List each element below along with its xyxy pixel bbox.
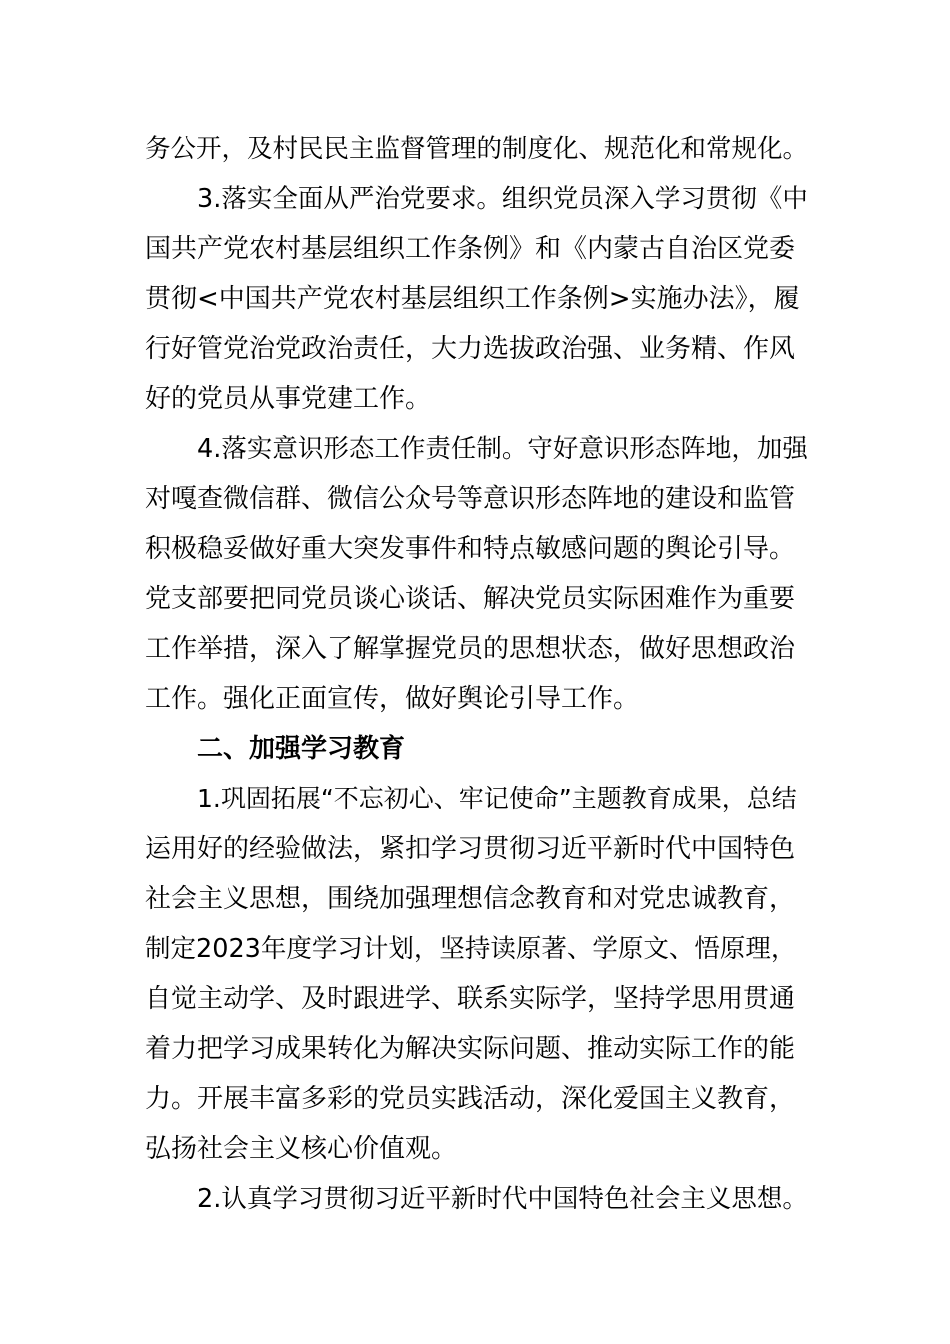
text-line: 务公开，及村民民主监督管理的制度化、规范化和常规化。 — [145, 134, 809, 164]
text-line: 行好管党治党政治责任，大力选拔政治强、业务精、作风 — [145, 334, 796, 364]
text-line: 好的党员从事党建工作。 — [145, 384, 432, 414]
text-line: 积极稳妥做好重大突发事件和特点敏感问题的舆论引导。 — [145, 534, 796, 564]
text-line: 社会主义思想，围绕加强理想信念教育和对党忠诚教育， — [145, 884, 796, 914]
paragraph-2-start: 2.认真学习贯彻习近平新时代中国特色社会主义思想。 — [197, 1184, 808, 1214]
paragraph-4-start: 4.落实意识形态工作责任制。守好意识形态阵地，加强 — [197, 434, 808, 464]
paragraph-3-start: 3.落实全面从严治党要求。组织党员深入学习贯彻《中 — [197, 184, 808, 214]
text-line: 制定2023年度学习计划，坚持读原著、学原文、悟原理， — [145, 934, 797, 964]
text-line: 工作举措，深入了解掌握党员的思想状态，做好思想政治 — [145, 634, 796, 664]
text-line: 弘扬社会主义核心价值观。 — [145, 1134, 458, 1164]
text-line: 党支部要把同党员谈心谈话、解决党员实际困难作为重要 — [145, 584, 796, 614]
text-line: 运用好的经验做法，紧扣学习贯彻习近平新时代中国特色 — [145, 834, 796, 864]
text-line: 自觉主动学、及时跟进学、联系实际学，坚持学思用贯通 — [145, 984, 796, 1014]
text-line: 力。开展丰富多彩的党员实践活动，深化爱国主义教育， — [145, 1084, 796, 1114]
text-line: 国共产党农村基层组织工作条例》和《内蒙古自治区党委 — [145, 234, 796, 264]
text-line: 对嘎查微信群、微信公众号等意识形态阵地的建设和监管 — [145, 484, 796, 514]
text-line: 着力把学习成果转化为解决实际问题、推动实际工作的能 — [145, 1034, 796, 1064]
text-line: 贯彻<中国共产党农村基层组织工作条例>实施办法》，履 — [145, 284, 800, 314]
section-heading: 二、加强学习教育 — [197, 734, 406, 764]
text-line: 工作。强化正面宣传，做好舆论引导工作。 — [145, 684, 640, 714]
paragraph-1-start: 1.巩固拓展“不忘初心、牢记使命”主题教育成果，总结 — [197, 784, 797, 813]
